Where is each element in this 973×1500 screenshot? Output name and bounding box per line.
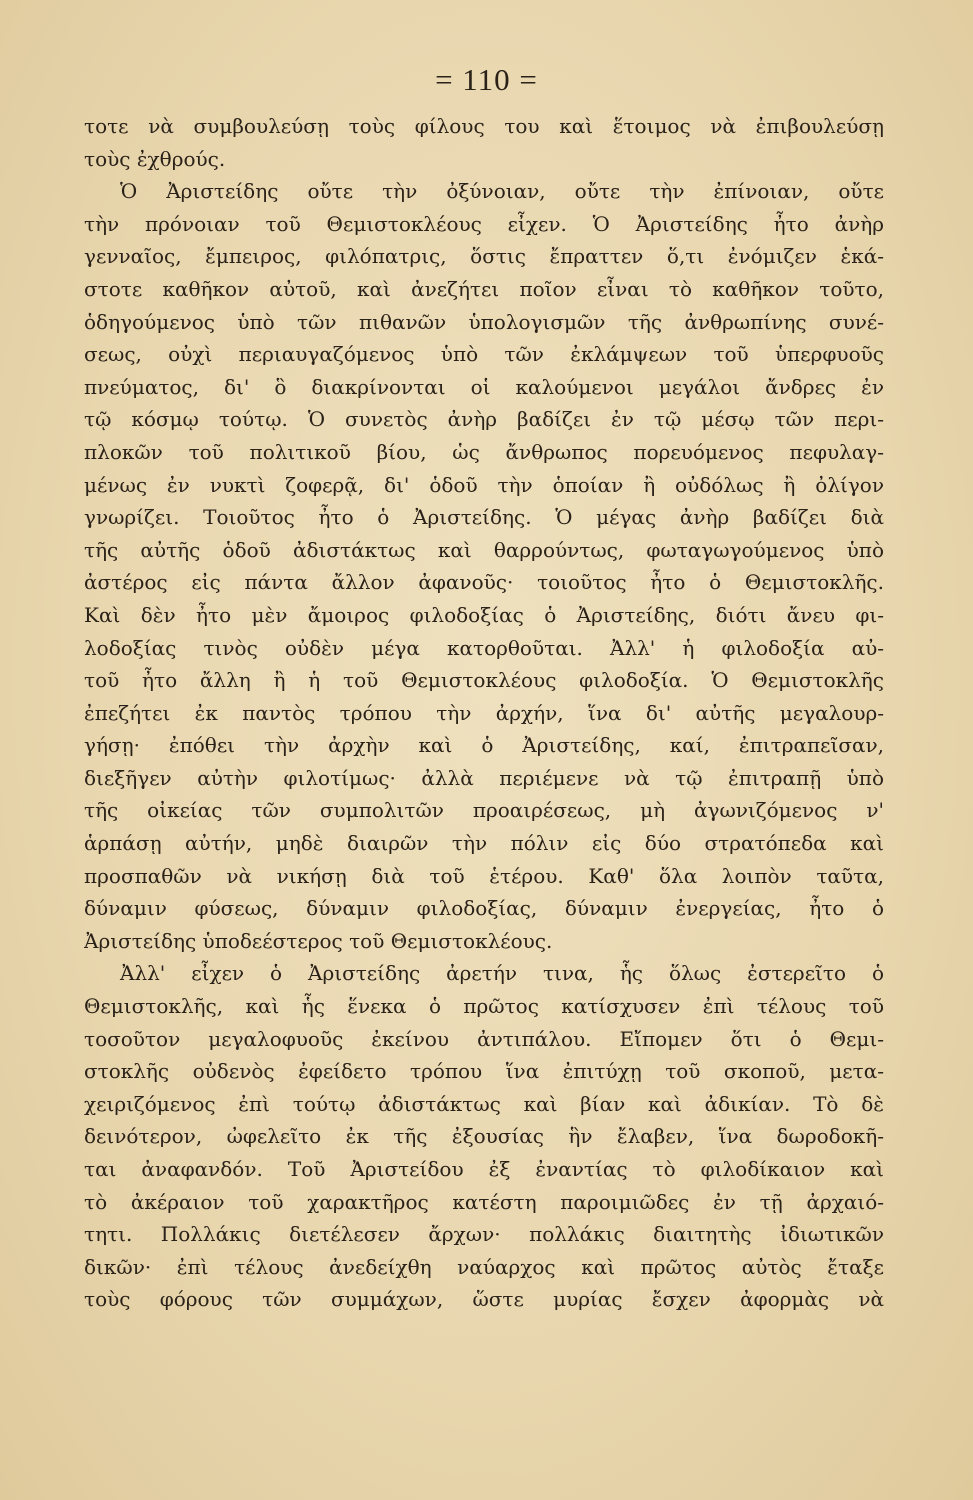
page-number: = 110 = [435, 62, 538, 97]
text-line: τοῦ ἦτο ἄλλη ἢ ἡ τοῦ Θεμιστοκλέους φιλοδοξία. Ὁ Θεμιστοκλῆς [84, 668, 884, 693]
text-line: Ἀλλ' εἶχεν ὁ Ἀριστείδης ἀρετήν τινα, ἧς ὅλως ἐστερεῖτο ὁ [120, 961, 884, 986]
text-line: δύναμιν φύσεως, δύναμιν φιλοδοξίας, δύναμιν ἐνεργείας, ἦτο ὁ [84, 896, 884, 921]
text-line: τῆς οἰκείας τῶν συμπολιτῶν προαιρέσεως, μὴ ἀγωνιζόμενος ν' [84, 798, 884, 823]
text-line: τοτε νὰ συμβουλεύσῃ τοὺς φίλους του καὶ ἕτοιμος νὰ ἐπιβουλεύσῃ [84, 114, 884, 138]
text-line: τοὺς φόρους τῶν συμμάχων, ὥστε μυρίας ἔσχεν ἀφορμὰς νὰ [84, 1287, 884, 1312]
text-line: Ὁ Ἀριστείδης οὔτε τὴν ὀξύνοιαν, οὔτε τὴν ἐπίνοιαν, οὔτε [120, 179, 884, 204]
text-line: ἀστέρος εἰς πάντα ἄλλον ἀφανοῦς· τοιοῦτος ἦτο ὁ Θεμιστοκλῆς. [84, 570, 884, 595]
text-line: στοκλῆς οὐδενὸς ἐφείδετο τρόπου ἵνα ἐπιτύχῃ τοῦ σκοποῦ, μετα- [84, 1059, 884, 1084]
text-line: τὴν πρόνοιαν τοῦ Θεμιστοκλέους εἶχεν. Ὁ Ἀριστείδης ἦτο ἀνὴρ [84, 211, 884, 236]
text-line: ἁρπάσῃ αὐτήν, μηδὲ διαιρῶν τὴν πόλιν εἰς δύο στρατόπεδα καὶ [84, 831, 884, 856]
text-line: μένως ἐν νυκτὶ ζοφερᾷ, δι' ὁδοῦ τὴν ὁποίαν ἢ οὐδόλως ἢ ὀλίγον [84, 472, 884, 497]
text-line: ται ἀναφανδόν. Τοῦ Ἀριστείδου ἐξ ἐναντίας τὸ φιλοδίκαιον καὶ [84, 1157, 884, 1181]
text-line: Θεμιστοκλῆς, καὶ ἧς ἕνεκα ὁ πρῶτος κατίσχυσεν ἐπὶ τέλους τοῦ [84, 994, 884, 1019]
text-line: γήσῃ· ἐπόθει τὴν ἀρχὴν καὶ ὁ Ἀριστείδης, καί, ἐπιτραπεῖσαν, [84, 733, 884, 758]
text-line: ὁδηγούμενος ὑπὸ τῶν πιθανῶν ὑπολογισμῶν τῆς ἀνθρωπίνης συνέ- [84, 309, 884, 334]
text-line: τητι. Πολλάκις διετέλεσεν ἄρχων· πολλάκις διαιτητὴς ἰδιωτικῶν [84, 1222, 884, 1247]
text-line: Ἀριστείδης ὑποδεέστερος τοῦ Θεμιστοκλέους. [84, 928, 553, 953]
text-line: στοτε καθῆκον αὐτοῦ, καὶ ἀνεζήτει ποῖον εἶναι τὸ καθῆκον τοῦτο, [84, 276, 884, 301]
text-line: γενναῖος, ἔμπειρος, φιλόπατρις, ὅστις ἔπραττεν ὅ,τι ἐνόμιζεν ἑκά- [84, 244, 884, 269]
text-line: πνεύματος, δι' ὃ διακρίνονται οἱ καλούμενοι μεγάλοι ἄνδρες ἐν [84, 374, 884, 399]
body-text [84, 110, 884, 1316]
text-line: δεινότερον, ὠφελεῖτο ἐκ τῆς ἐξουσίας ἣν ἔλαβεν, ἵνα δωροδοκῆ- [84, 1124, 884, 1149]
text-line: ἐπεζήτει ἐκ παντὸς τρόπου τὴν ἀρχήν, ἵνα δι' αὐτῆς μεγαλουρ- [84, 700, 884, 725]
text-line: προσπαθῶν νὰ νικήσῃ διὰ τοῦ ἑτέρου. Καθ' ὅλα λοιπὸν ταῦτα, [84, 863, 884, 888]
text-line: τὸ ἀκέραιον τοῦ χαρακτῆρος κατέστη παροιμιῶδες ἐν τῇ ἀρχαιό- [84, 1189, 884, 1214]
text-line: χειριζόμενος ἐπὶ τούτῳ ἀδιστάκτως καὶ βίαν καὶ ἀδικίαν. Τὸ δὲ [84, 1091, 884, 1116]
text-line: τῷ κόσμῳ τούτῳ. Ὁ συνετὸς ἀνὴρ βαδίζει ἐν τῷ μέσῳ τῶν περι- [84, 407, 884, 432]
text-line: τοσοῦτον μεγαλοφυοῦς ἐκείνου ἀντιπάλου. Εἴπομεν ὅτι ὁ Θεμι- [84, 1026, 884, 1051]
text-line: διεξῆγεν αὐτὴν φιλοτίμως· ἀλλὰ περιέμενε νὰ τῷ ἐπιτραπῇ ὑπὸ [84, 765, 884, 790]
text-line: πλοκῶν τοῦ πολιτικοῦ βίου, ὡς ἄνθρωπος πορευόμενος πεφυλαγ- [84, 439, 884, 464]
text-line: γνωρίζει. Τοιοῦτος ἦτο ὁ Ἀριστείδης. Ὁ μέγας ἀνὴρ βαδίζει διὰ [84, 505, 884, 530]
text-line: τοὺς ἐχθρούς. [84, 146, 226, 171]
text-line: τῆς αὐτῆς ὁδοῦ ἀδιστάκτως καὶ θαρρούντως, φωταγωγούμενος ὑπὸ [84, 537, 884, 562]
text-line: δικῶν· ἐπὶ τέλους ἀνεδείχθη ναύαρχος καὶ πρῶτος αὐτὸς ἔταξε [84, 1254, 884, 1279]
text-line: Καὶ δὲν ἦτο μὲν ἄμοιρος φιλοδοξίας ὁ Ἀριστείδης, διότι ἄνευ φι- [84, 602, 884, 627]
text-line: λοδοξίας τινὸς οὐδὲν μέγα κατορθοῦται. Ἀλλ' ἡ φιλοδοξία αὐ- [84, 635, 884, 660]
text-line: σεως, οὐχὶ περιαυγαζόμενος ὑπὸ τῶν ἐκλάμψεων τοῦ ὑπερφυοῦς [84, 342, 884, 367]
